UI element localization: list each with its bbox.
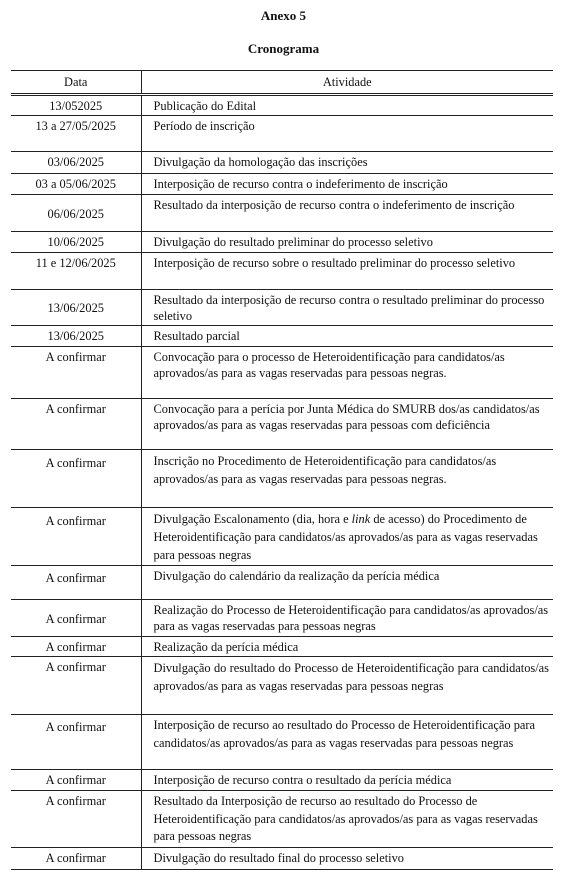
table-row xyxy=(11,347,553,399)
row-date: 03 a 05/06/2025 xyxy=(11,174,141,195)
table-row xyxy=(11,152,553,174)
table-row xyxy=(11,450,553,508)
row-date: A confirmar xyxy=(11,791,141,848)
column-header-activity: Atividade xyxy=(141,71,553,95)
activity-text-italic: link xyxy=(351,512,371,526)
table-body xyxy=(11,95,553,870)
row-activity: Divulgação do resultado preliminar do processo seletivo xyxy=(141,232,553,253)
table-row xyxy=(11,253,553,290)
header-row xyxy=(11,71,553,95)
row-date: 03/06/2025 xyxy=(11,152,141,174)
row-activity: Divulgação do resultado do Processo de Heteroidentificação para candidatos/as aprovados/as para as vagas reservadas para pessoas negras xyxy=(141,657,553,715)
row-activity: Resultado da Interposição de recurso ao resultado do Processo de Heteroidentificação para candidatos/as aprovados/as para as vagas reservadas para pessoas negras xyxy=(141,791,553,848)
table-row xyxy=(11,399,553,450)
table-row xyxy=(11,326,553,347)
row-activity: Publicação do Edital xyxy=(141,95,553,116)
table-row xyxy=(11,290,553,326)
row-activity: Realização da perícia médica xyxy=(141,637,553,657)
table-row xyxy=(11,657,553,715)
row-activity: Interposição de recurso contra o resultado da perícia médica xyxy=(141,770,553,791)
table-row xyxy=(11,715,553,770)
row-date: 13/052025 xyxy=(11,95,141,116)
row-date: A confirmar xyxy=(11,450,141,508)
row-date: A confirmar xyxy=(11,715,141,770)
row-activity: Interposição de recurso ao resultado do Processo de Heteroidentificação para candidatos/as aprovados/as para as vagas reservadas para pessoas negras xyxy=(141,715,553,770)
table-row xyxy=(11,232,553,253)
table-row xyxy=(11,770,553,791)
row-activity: Divulgação da homologação das inscrições xyxy=(141,152,553,174)
row-date: A confirmar xyxy=(11,566,141,600)
row-activity: Resultado da interposição de recurso contra o indeferimento de inscrição xyxy=(141,195,553,232)
row-date: 13/06/2025 xyxy=(11,326,141,347)
row-activity: Período de inscrição xyxy=(141,116,553,152)
row-date: 06/06/2025 xyxy=(11,195,141,232)
table-row xyxy=(11,95,553,116)
row-date: A confirmar xyxy=(11,657,141,715)
schedule-title: Cronograma xyxy=(247,41,320,56)
table-row xyxy=(11,508,553,566)
row-date: A confirmar xyxy=(11,637,141,657)
row-activity xyxy=(141,508,553,566)
column-header-date: Data xyxy=(11,71,141,95)
table-row xyxy=(11,791,553,848)
row-activity: Interposição de recurso contra o indeferimento de inscrição xyxy=(141,174,553,195)
row-activity: Convocação para o processo de Heteroidentificação para candidatos/as aprovados/as para as vagas reservadas para pessoas negras. xyxy=(141,347,553,399)
row-activity: Realização do Processo de Heteroidentificação para candidatos/as aprovados/as para as vagas reservadas para pessoas negras xyxy=(141,600,553,637)
row-date: A confirmar xyxy=(11,347,141,399)
row-activity: Resultado da interposição de recurso contra o resultado preliminar do processo seletivo xyxy=(141,290,553,326)
row-activity: Interposição de recurso sobre o resultado preliminar do processo seletivo xyxy=(141,253,553,290)
activity-text-after: de acesso) do Procedimento de Heteroidentificação para candidatos/as aprovados/as para as vagas reservadas para pessoas negras xyxy=(153,512,538,562)
row-date: A confirmar xyxy=(11,508,141,566)
row-date: 13/06/2025 xyxy=(11,290,141,326)
row-date: 13 a 27/05/2025 xyxy=(11,116,141,152)
table-header xyxy=(11,71,553,95)
row-activity: Resultado parcial xyxy=(141,326,553,347)
row-date: A confirmar xyxy=(11,847,141,869)
row-activity: Divulgação do resultado final do processo seletivo xyxy=(141,847,553,869)
table-row xyxy=(11,847,553,869)
activity-text-before: Divulgação Escalonamento (dia, hora e xyxy=(153,512,352,526)
schedule-table xyxy=(11,70,553,870)
row-date: 10/06/2025 xyxy=(11,232,141,253)
row-activity: Inscrição no Procedimento de Heteroidentificação para candidatos/as aprovados/as para as vagas reservadas para pessoas negras. xyxy=(141,450,553,508)
table-row xyxy=(11,195,553,232)
table-row xyxy=(11,566,553,600)
row-date: A confirmar xyxy=(11,600,141,637)
table-row xyxy=(11,600,553,637)
row-activity: Divulgação do calendário da realização da perícia médica xyxy=(141,566,553,600)
table-row xyxy=(11,174,553,195)
annex-title: Anexo 5 xyxy=(260,8,307,23)
row-date: 11 e 12/06/2025 xyxy=(11,253,141,290)
row-date: A confirmar xyxy=(11,399,141,450)
row-date: A confirmar xyxy=(11,770,141,791)
row-activity: Convocação para a perícia por Junta Médica do SMURB dos/as candidatos/as aprovados/as para as vagas reservadas para pessoas com deficiência xyxy=(141,399,553,450)
table-row xyxy=(11,637,553,657)
table-row xyxy=(11,116,553,152)
